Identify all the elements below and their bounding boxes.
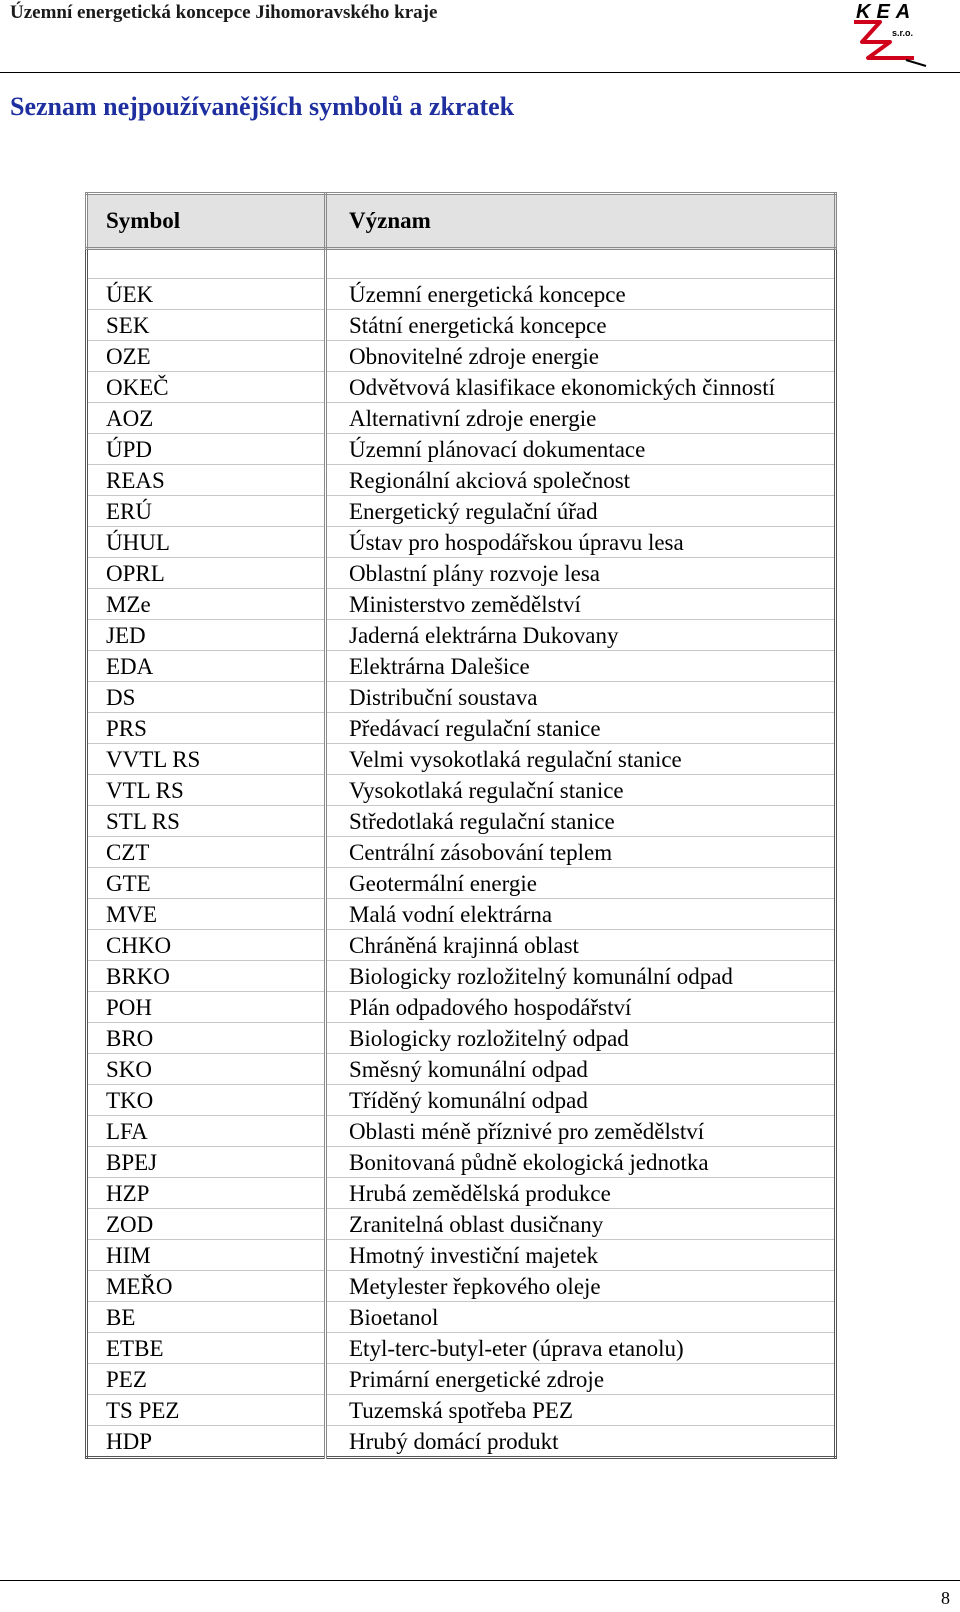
meaning-cell: Směsný komunální odpad [326, 1054, 836, 1085]
meaning-cell: Ústav pro hospodářskou úpravu lesa [326, 527, 836, 558]
table-row [87, 527, 836, 558]
symbol-cell: HDP [87, 1426, 326, 1458]
meaning-cell: Územní plánovací dokumentace [326, 434, 836, 465]
symbol-cell: VTL RS [87, 775, 326, 806]
table-row [87, 620, 836, 651]
symbol-cell: CZT [87, 837, 326, 868]
symbol-cell: ÚPD [87, 434, 326, 465]
table-header-row [87, 194, 836, 249]
symbol-cell: BRKO [87, 961, 326, 992]
table-row [87, 279, 836, 310]
meaning-cell: Tuzemská spotřeba PEZ [326, 1395, 836, 1426]
meaning-cell: Oblasti méně příznivé pro zemědělství [326, 1116, 836, 1147]
header-rule [0, 72, 960, 73]
table-row [87, 372, 836, 403]
meaning-cell: Středotlaká regulační stanice [326, 806, 836, 837]
symbol-cell: REAS [87, 465, 326, 496]
meaning-cell: Ministerstvo zemědělství [326, 589, 836, 620]
table-row [87, 899, 836, 930]
symbol-cell: HIM [87, 1240, 326, 1271]
meaning-cell: Vysokotlaká regulační stanice [326, 775, 836, 806]
abbreviations-table [85, 192, 837, 1459]
meaning-cell: Primární energetické zdroje [326, 1364, 836, 1395]
table-row [87, 341, 836, 372]
footer-rule [0, 1580, 960, 1581]
table-row [87, 1271, 836, 1302]
table-row [87, 682, 836, 713]
symbol-cell: STL RS [87, 806, 326, 837]
meaning-cell: Etyl-terc-butyl-eter (úprava etanolu) [326, 1333, 836, 1364]
meaning-cell: Hrubá zemědělská produkce [326, 1178, 836, 1209]
symbol-cell: OZE [87, 341, 326, 372]
logo-text: KEA [856, 1, 917, 23]
symbol-cell: HZP [87, 1178, 326, 1209]
symbol-cell: ÚHUL [87, 527, 326, 558]
meaning-cell: Hrubý domácí produkt [326, 1426, 836, 1458]
meaning-cell: Energetický regulační úřad [326, 496, 836, 527]
table-row [87, 744, 836, 775]
spacer-cell [326, 249, 836, 279]
meaning-cell: Geotermální energie [326, 868, 836, 899]
symbol-cell: PEZ [87, 1364, 326, 1395]
meaning-cell: Malá vodní elektrárna [326, 899, 836, 930]
symbol-cell: PRS [87, 713, 326, 744]
meaning-cell: Obnovitelné zdroje energie [326, 341, 836, 372]
logo-accent-line [906, 60, 926, 66]
table-row [87, 589, 836, 620]
symbol-cell: LFA [87, 1116, 326, 1147]
meaning-cell: Oblastní plány rozvoje lesa [326, 558, 836, 589]
meaning-cell: Tříděný komunální odpad [326, 1085, 836, 1116]
meaning-cell: Regionální akciová společnost [326, 465, 836, 496]
symbol-cell: ETBE [87, 1333, 326, 1364]
meaning-cell: Alternativní zdroje energie [326, 403, 836, 434]
symbol-cell: MZe [87, 589, 326, 620]
symbol-cell: OKEČ [87, 372, 326, 403]
symbol-cell: ZOD [87, 1209, 326, 1240]
meaning-cell: Biologicky rozložitelný odpad [326, 1023, 836, 1054]
meaning-cell: Metylester řepkového oleje [326, 1271, 836, 1302]
symbol-cell: AOZ [87, 403, 326, 434]
table-row [87, 1023, 836, 1054]
meaning-cell: Plán odpadového hospodářství [326, 992, 836, 1023]
table-row [87, 1240, 836, 1271]
table-row [87, 837, 836, 868]
table-row [87, 868, 836, 899]
symbol-cell: MEŘO [87, 1271, 326, 1302]
meaning-cell: Centrální zásobování teplem [326, 837, 836, 868]
logo-subtext: s.r.o. [892, 28, 914, 38]
symbol-cell: POH [87, 992, 326, 1023]
meaning-cell: Předávací regulační stanice [326, 713, 836, 744]
meaning-cell: Bonitovaná půdně ekologická jednotka [326, 1147, 836, 1178]
table-row [87, 806, 836, 837]
meaning-cell: Bioetanol [326, 1302, 836, 1333]
symbol-cell: SEK [87, 310, 326, 341]
section-title: Seznam nejpoužívanějších symbolů a zkratek [10, 92, 515, 121]
spacer-cell [87, 249, 326, 279]
table-row [87, 961, 836, 992]
symbol-cell: TKO [87, 1085, 326, 1116]
table-row [87, 1209, 836, 1240]
symbol-cell: EDA [87, 651, 326, 682]
symbol-cell: BE [87, 1302, 326, 1333]
meaning-cell: Odvětvová klasifikace ekonomických činností [326, 372, 836, 403]
symbol-cell: ERÚ [87, 496, 326, 527]
table-row [87, 1085, 836, 1116]
meaning-cell: Distribuční soustava [326, 682, 836, 713]
table-body [87, 249, 836, 1458]
meaning-cell: Státní energetická koncepce [326, 310, 836, 341]
meaning-cell: Velmi vysokotlaká regulační stanice [326, 744, 836, 775]
symbol-cell: GTE [87, 868, 326, 899]
table-row [87, 496, 836, 527]
symbol-cell: TS PEZ [87, 1395, 326, 1426]
table-row [87, 310, 836, 341]
page-number: 8 [941, 1588, 950, 1608]
meaning-cell: Biologicky rozložitelný komunální odpad [326, 961, 836, 992]
table-row [87, 775, 836, 806]
meaning-cell: Jaderná elektrárna Dukovany [326, 620, 836, 651]
symbol-cell: DS [87, 682, 326, 713]
table-row [87, 1178, 836, 1209]
table-row [87, 1054, 836, 1085]
table-row [87, 1364, 836, 1395]
meaning-cell: Chráněná krajinná oblast [326, 930, 836, 961]
column-header-meaning: Význam [326, 194, 836, 249]
table-row [87, 434, 836, 465]
symbol-cell: BPEJ [87, 1147, 326, 1178]
table-row [87, 1302, 836, 1333]
symbol-cell: BRO [87, 1023, 326, 1054]
symbol-cell: CHKO [87, 930, 326, 961]
table-row [87, 403, 836, 434]
table-row [87, 930, 836, 961]
meaning-cell: Hmotný investiční majetek [326, 1240, 836, 1271]
table-row [87, 558, 836, 589]
table-row [87, 651, 836, 682]
table-row [87, 1333, 836, 1364]
meaning-cell: Elektrárna Dalešice [326, 651, 836, 682]
symbol-cell: MVE [87, 899, 326, 930]
symbol-cell: ÚEK [87, 279, 326, 310]
meaning-cell: Územní energetická koncepce [326, 279, 836, 310]
table-row [87, 1116, 836, 1147]
kea-logo [850, 0, 940, 68]
table-row [87, 465, 836, 496]
column-header-symbol: Symbol [87, 194, 326, 249]
table-row [87, 992, 836, 1023]
meaning-cell: Zranitelná oblast dusičnany [326, 1209, 836, 1240]
table-row [87, 1147, 836, 1178]
table-row [87, 1395, 836, 1426]
table-row [87, 713, 836, 744]
symbol-cell: VVTL RS [87, 744, 326, 775]
table-spacer-row [87, 249, 836, 279]
symbol-cell: OPRL [87, 558, 326, 589]
symbol-cell: SKO [87, 1054, 326, 1085]
document-header-title: Územní energetická koncepce Jihomoravského kraje [10, 2, 438, 23]
table-row [87, 1426, 836, 1458]
symbol-cell: JED [87, 620, 326, 651]
